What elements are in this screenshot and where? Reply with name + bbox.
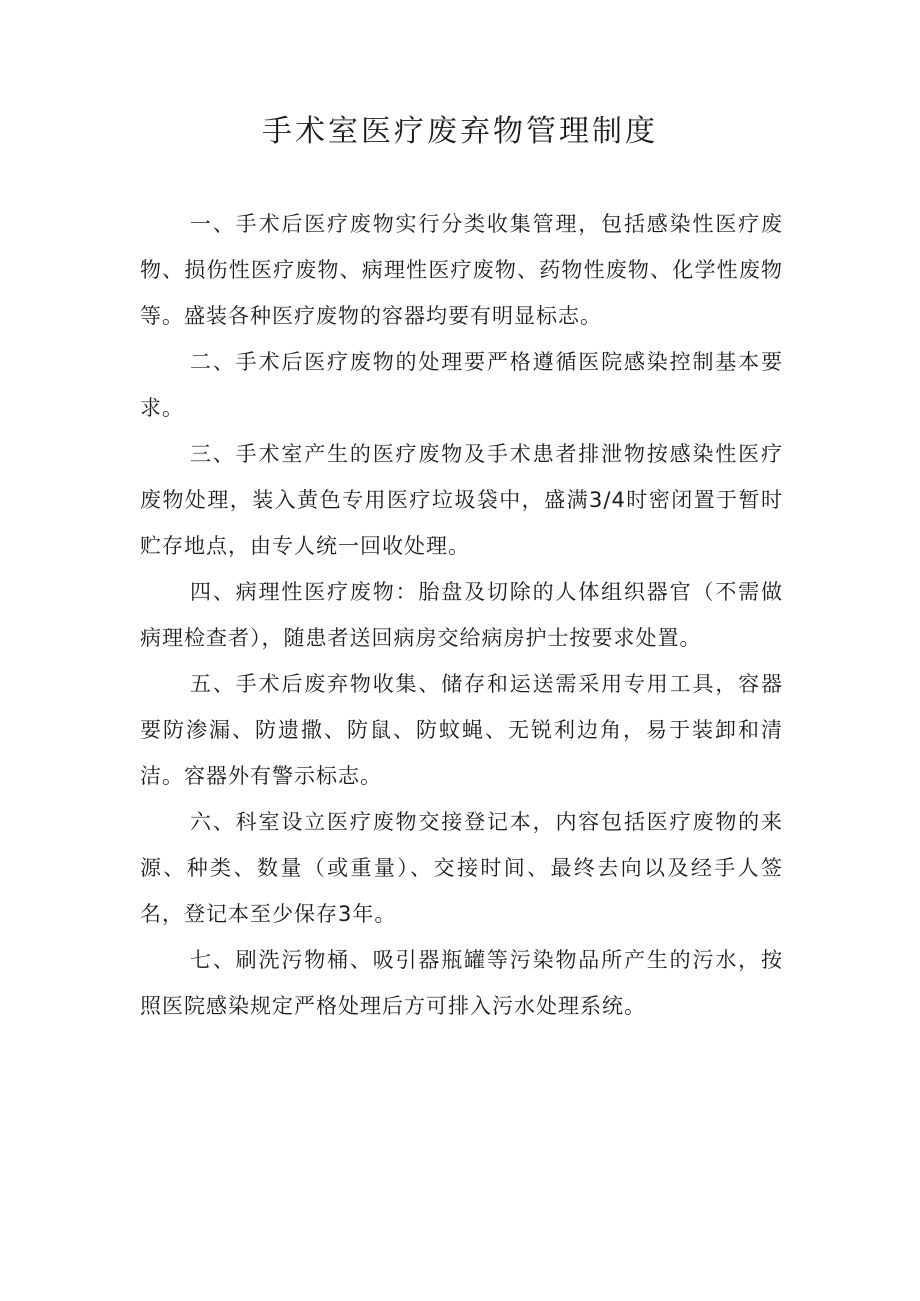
paragraph-3: 三、手术室产生的医疗废物及手术患者排泄物按感染性医疗废物处理，装入黄色专用医疗垃圾袋中，盛满3/4时密闭置于暂时贮存地点，由专人统一回收处理。 bbox=[140, 442, 783, 558]
document-body bbox=[140, 201, 783, 1029]
paragraph-7: 七、刷洗污物桶、吸引器瓶罐等污染物品所产生的污水，按照医院感染规定严格处理后方可排入污水处理系统。 bbox=[140, 948, 783, 1018]
paragraph-5: 五、手术后废弃物收集、储存和运送需采用专用工具，容器要防渗漏、防遗撒、防鼠、防蚊蝇、无锐利边角，易于装卸和清洁。容器外有警示标志。 bbox=[140, 672, 783, 788]
paragraph-4: 四、病理性医疗废物：胎盘及切除的人体组织器官（不需做病理检查者），随患者送回病房交给病房护士按要求处置。 bbox=[140, 580, 783, 650]
paragraph-1: 一、手术后医疗废物实行分类收集管理，包括感染性医疗废物、损伤性医疗废物、病理性医疗废物、药物性废物、化学性废物等。盛装各种医疗废物的容器均要有明显标志。 bbox=[140, 212, 783, 328]
paragraph-6: 六、科室设立医疗废物交接登记本，内容包括医疗废物的来源、种类、数量（或重量）、交接时间、最终去向以及经手人签名，登记本至少保存3年。 bbox=[140, 810, 783, 926]
paragraph-2: 二、手术后医疗废物的处理要严格遵循医院感染控制基本要求。 bbox=[140, 350, 783, 420]
document-title: 手术室医疗废弃物管理制度 bbox=[262, 114, 658, 149]
